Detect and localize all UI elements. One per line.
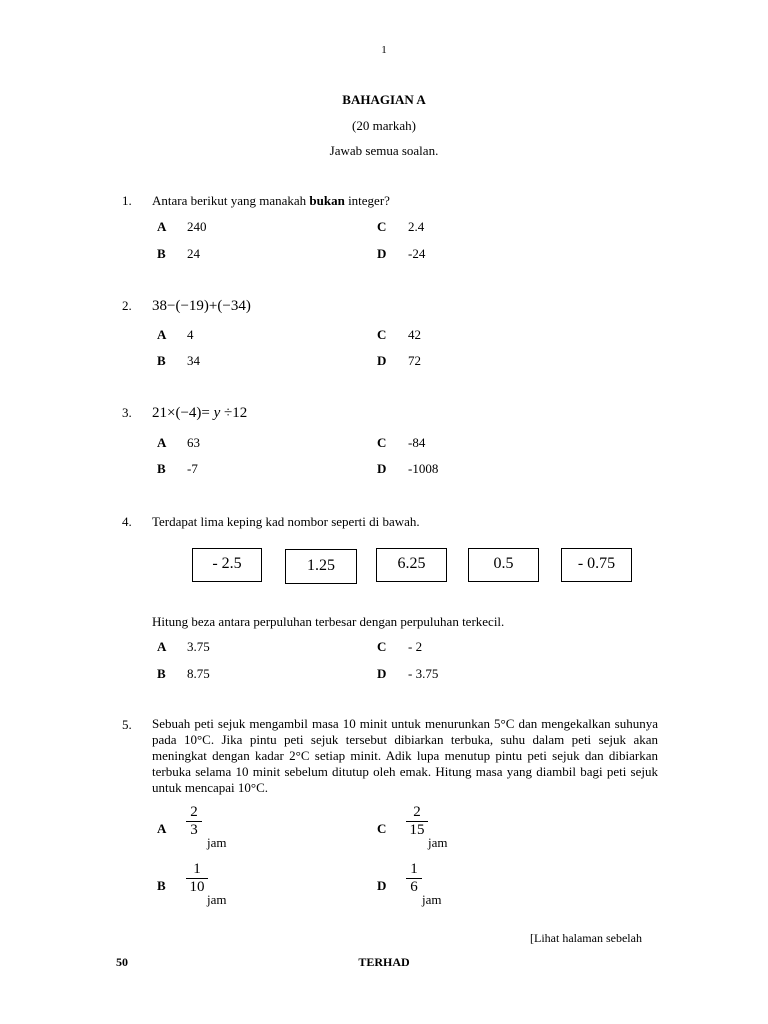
fraction-denominator: 3 <box>190 822 198 838</box>
option-a: 240 <box>187 219 207 234</box>
option-label-c: C <box>377 821 387 836</box>
option-label-b: B <box>157 666 166 681</box>
option-c: -84 <box>408 435 426 450</box>
fraction-b <box>185 861 209 896</box>
option-b: -7 <box>187 461 198 476</box>
section-title: BAHAGIAN A <box>342 92 426 107</box>
option-b: 8.75 <box>187 666 210 681</box>
option-label-b: B <box>157 878 166 893</box>
question-text: Antara berikut yang manakah bukan integer? <box>152 193 390 208</box>
question-number: 1. <box>122 193 132 208</box>
number-card: 6.25 <box>376 548 447 582</box>
option-label-a: A <box>157 435 167 450</box>
question-text: Sebuah peti sejuk mengambil masa 10 minit untuk menurunkan 5°C dan mengekalkan suhunya pada 10°C. Jika pintu peti sejuk tersebut dibiarkan terbuka, suhu dalam peti sejuk akan meningkat dengan kadar 2°C setiap minit. Adik lupa menutup pintu peti sejuk dan dibiarkan terbuka selama 10 minit sebelum ditutup oleh emak. Hitung masa yang diambil bagi peti sejuk untuk mencapai 10°C. <box>152 716 658 795</box>
unit-label: jam <box>422 892 442 907</box>
option-label-d: D <box>377 878 387 893</box>
footer-classification: TERHAD <box>358 955 410 969</box>
question-number: 5. <box>122 717 132 732</box>
fraction-denominator: 15 <box>409 822 425 838</box>
unit-label: jam <box>428 835 448 850</box>
option-d: -1008 <box>408 461 439 476</box>
option-c: 2.4 <box>408 219 425 234</box>
option-c: 42 <box>408 327 421 342</box>
fraction-c <box>405 804 429 839</box>
section-instruction: Jawab semua soalan. <box>329 143 439 158</box>
fraction-numerator: 2 <box>190 804 198 820</box>
option-d: -24 <box>408 246 426 261</box>
next-page-note: [Lihat halaman sebelah <box>530 931 642 945</box>
question-number: 3. <box>122 405 132 420</box>
number-card: - 0.75 <box>561 548 632 582</box>
page-number: 1 <box>381 44 387 56</box>
fraction-numerator: 1 <box>193 861 201 877</box>
option-label-b: B <box>157 353 166 368</box>
option-label-c: C <box>377 219 387 234</box>
option-label-d: D <box>377 666 387 681</box>
number-card: - 2.5 <box>192 548 262 582</box>
unit-label: jam <box>207 892 227 907</box>
math-expression: 38−(−19)+(−34) <box>152 298 251 314</box>
option-b: 24 <box>187 246 200 261</box>
option-a: 4 <box>187 327 194 342</box>
option-label-d: D <box>377 353 387 368</box>
question-text: Terdapat lima keping kad nombor seperti di bawah. <box>152 514 420 529</box>
section-marks: (20 markah) <box>352 118 416 133</box>
option-label-c: C <box>377 327 387 342</box>
option-label-a: A <box>157 821 167 836</box>
option-c: - 2 <box>408 639 423 654</box>
option-label-b: B <box>157 461 166 476</box>
unit-label: jam <box>207 835 227 850</box>
option-label-a: A <box>157 219 167 234</box>
option-d: 72 <box>408 353 421 368</box>
option-label-a: A <box>157 639 167 654</box>
option-label-a: A <box>157 327 167 342</box>
fraction-denominator: 10 <box>189 879 205 895</box>
question-number: 4. <box>122 514 132 529</box>
fraction-numerator: 1 <box>410 861 418 877</box>
option-label-c: C <box>377 435 387 450</box>
option-a: 63 <box>187 435 200 450</box>
number-card: 1.25 <box>285 549 357 584</box>
option-label-c: C <box>377 639 387 654</box>
footer-code: 50 <box>116 955 128 969</box>
option-label-d: D <box>377 461 387 476</box>
option-b: 34 <box>187 353 200 368</box>
number-card: 0.5 <box>468 548 539 582</box>
option-d: - 3.75 <box>408 666 439 681</box>
fraction-numerator: 2 <box>413 804 421 820</box>
option-a: 3.75 <box>187 639 210 654</box>
option-label-b: B <box>157 246 166 261</box>
question-number: 2. <box>122 298 132 313</box>
fraction-denominator: 6 <box>410 879 418 895</box>
question-subtext: Hitung beza antara perpuluhan terbesar dengan perpuluhan terkecil. <box>152 614 505 629</box>
math-expression: 21×(−4)= y ÷12 <box>152 405 248 421</box>
option-label-d: D <box>377 246 387 261</box>
fraction-d <box>405 861 423 896</box>
fraction-a <box>185 804 203 839</box>
